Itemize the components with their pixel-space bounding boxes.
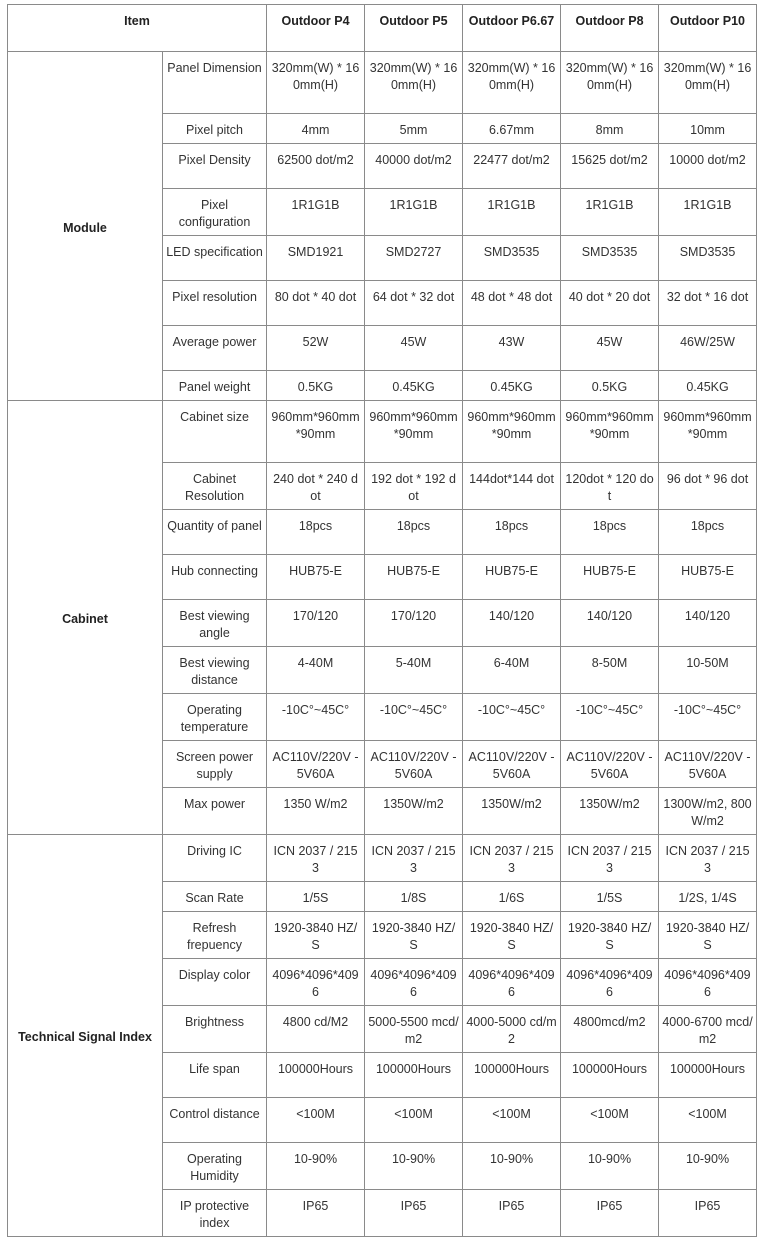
- value-cell: 4096*4096*4096: [365, 959, 463, 1006]
- value-cell: <100M: [561, 1098, 659, 1143]
- value-cell: 100000Hours: [267, 1053, 365, 1098]
- value-cell: 64 dot * 32 dot: [365, 281, 463, 326]
- value-cell: 10mm: [659, 114, 757, 144]
- value-cell: 1350W/m2: [561, 788, 659, 835]
- value-cell: 22477 dot/m2: [463, 144, 561, 189]
- value-cell: 1920-3840 HZ/S: [463, 912, 561, 959]
- value-cell: HUB75-E: [365, 555, 463, 600]
- param-label-quantity-of-panel: Quantity of panel: [163, 510, 267, 555]
- value-cell: SMD1921: [267, 236, 365, 281]
- param-label-pixel-configuration: Pixel configuration: [163, 189, 267, 236]
- value-cell: 320mm(W) * 160mm(H): [463, 52, 561, 114]
- value-cell: 15625 dot/m2: [561, 144, 659, 189]
- value-cell: 18pcs: [463, 510, 561, 555]
- value-cell: 8-50M: [561, 647, 659, 694]
- value-cell: AC110V/220V - 5V60A: [659, 741, 757, 788]
- param-label-life-span: Life span: [163, 1053, 267, 1098]
- value-cell: SMD3535: [463, 236, 561, 281]
- value-cell: 0.45KG: [463, 371, 561, 401]
- param-label-max-power: Max power: [163, 788, 267, 835]
- value-cell: 10-50M: [659, 647, 757, 694]
- param-label-hub-connecting: Hub connecting: [163, 555, 267, 600]
- param-label-panel-weight: Panel weight: [163, 371, 267, 401]
- value-cell: <100M: [659, 1098, 757, 1143]
- param-label-ip-protective-index: IP protective index: [163, 1190, 267, 1237]
- value-cell: -10C°~45C°: [561, 694, 659, 741]
- value-cell: 1R1G1B: [365, 189, 463, 236]
- value-cell: ICN 2037 / 2153: [561, 835, 659, 882]
- value-cell: 170/120: [267, 600, 365, 647]
- value-cell: ICN 2037 / 2153: [267, 835, 365, 882]
- value-cell: SMD3535: [659, 236, 757, 281]
- value-cell: 1920-3840 HZ/S: [365, 912, 463, 959]
- value-cell: 6.67mm: [463, 114, 561, 144]
- value-cell: 18pcs: [659, 510, 757, 555]
- param-label-best-viewing-angle: Best viewing angle: [163, 600, 267, 647]
- param-label-best-viewing-distance: Best viewing distance: [163, 647, 267, 694]
- value-cell: 1/8S: [365, 882, 463, 912]
- value-cell: 10-90%: [267, 1143, 365, 1190]
- value-cell: AC110V/220V - 5V60A: [463, 741, 561, 788]
- value-cell: 4000-5000 cd/m2: [463, 1006, 561, 1053]
- value-cell: 100000Hours: [463, 1053, 561, 1098]
- value-cell: 43W: [463, 326, 561, 371]
- value-cell: IP65: [561, 1190, 659, 1237]
- value-cell: 10-90%: [659, 1143, 757, 1190]
- value-cell: 52W: [267, 326, 365, 371]
- value-cell: IP65: [659, 1190, 757, 1237]
- param-label-average-power: Average power: [163, 326, 267, 371]
- value-cell: 10-90%: [561, 1143, 659, 1190]
- group-label-module: Module: [8, 52, 163, 401]
- header-outdoor-p8: Outdoor P8: [561, 5, 659, 52]
- param-label-pixel-pitch: Pixel pitch: [163, 114, 267, 144]
- value-cell: 1350W/m2: [463, 788, 561, 835]
- value-cell: 45W: [365, 326, 463, 371]
- value-cell: 140/120: [659, 600, 757, 647]
- spec-body: [8, 52, 757, 1237]
- param-label-operating-temperature: Operating temperature: [163, 694, 267, 741]
- value-cell: 5000-5500 mcd/m2: [365, 1006, 463, 1053]
- spec-table: [7, 4, 757, 1237]
- table-row: [8, 52, 757, 114]
- param-label-scan-rate: Scan Rate: [163, 882, 267, 912]
- value-cell: 1/6S: [463, 882, 561, 912]
- group-label-cabinet: Cabinet: [8, 401, 163, 835]
- value-cell: 960mm*960mm*90mm: [365, 401, 463, 463]
- value-cell: <100M: [365, 1098, 463, 1143]
- value-cell: 32 dot * 16 dot: [659, 281, 757, 326]
- value-cell: HUB75-E: [267, 555, 365, 600]
- param-label-pixel-density: Pixel Density: [163, 144, 267, 189]
- param-label-panel-dimension: Panel Dimension: [163, 52, 267, 114]
- value-cell: 1R1G1B: [561, 189, 659, 236]
- value-cell: ICN 2037 / 2153: [365, 835, 463, 882]
- value-cell: 100000Hours: [659, 1053, 757, 1098]
- value-cell: 320mm(W) * 160mm(H): [659, 52, 757, 114]
- header-outdoor-p10: Outdoor P10: [659, 5, 757, 52]
- value-cell: <100M: [267, 1098, 365, 1143]
- value-cell: AC110V/220V - 5V60A: [561, 741, 659, 788]
- value-cell: 1/5S: [267, 882, 365, 912]
- value-cell: 18pcs: [561, 510, 659, 555]
- param-label-display-color: Display color: [163, 959, 267, 1006]
- value-cell: 10000 dot/m2: [659, 144, 757, 189]
- value-cell: 5mm: [365, 114, 463, 144]
- value-cell: 1920-3840 HZ/S: [267, 912, 365, 959]
- param-label-driving-ic: Driving IC: [163, 835, 267, 882]
- value-cell: 4096*4096*4096: [659, 959, 757, 1006]
- param-label-screen-power-supply: Screen power supply: [163, 741, 267, 788]
- param-label-led-specification: LED specification: [163, 236, 267, 281]
- value-cell: 45W: [561, 326, 659, 371]
- value-cell: 1R1G1B: [267, 189, 365, 236]
- value-cell: ICN 2037 / 2153: [659, 835, 757, 882]
- value-cell: 1/5S: [561, 882, 659, 912]
- value-cell: 0.5KG: [561, 371, 659, 401]
- value-cell: 0.45KG: [365, 371, 463, 401]
- value-cell: 4096*4096*4096: [463, 959, 561, 1006]
- value-cell: 320mm(W) * 160mm(H): [365, 52, 463, 114]
- value-cell: 1/2S, 1/4S: [659, 882, 757, 912]
- value-cell: -10C°~45C°: [365, 694, 463, 741]
- value-cell: 960mm*960mm*90mm: [267, 401, 365, 463]
- value-cell: IP65: [267, 1190, 365, 1237]
- value-cell: 48 dot * 48 dot: [463, 281, 561, 326]
- value-cell: 10-90%: [463, 1143, 561, 1190]
- value-cell: IP65: [365, 1190, 463, 1237]
- value-cell: 0.5KG: [267, 371, 365, 401]
- value-cell: 6-40M: [463, 647, 561, 694]
- value-cell: AC110V/220V - 5V60A: [365, 741, 463, 788]
- value-cell: 144dot*144 dot: [463, 463, 561, 510]
- value-cell: 4mm: [267, 114, 365, 144]
- table-row: [8, 835, 757, 882]
- value-cell: 5-40M: [365, 647, 463, 694]
- value-cell: 4800mcd/m2: [561, 1006, 659, 1053]
- value-cell: 192 dot * 192 dot: [365, 463, 463, 510]
- value-cell: HUB75-E: [659, 555, 757, 600]
- header-outdoor-p5: Outdoor P5: [365, 5, 463, 52]
- value-cell: <100M: [463, 1098, 561, 1143]
- value-cell: 96 dot * 96 dot: [659, 463, 757, 510]
- value-cell: 960mm*960mm*90mm: [659, 401, 757, 463]
- value-cell: 100000Hours: [561, 1053, 659, 1098]
- value-cell: 0.45KG: [659, 371, 757, 401]
- value-cell: 80 dot * 40 dot: [267, 281, 365, 326]
- value-cell: HUB75-E: [463, 555, 561, 600]
- header-outdoor-p6-67: Outdoor P6.67: [463, 5, 561, 52]
- value-cell: -10C°~45C°: [659, 694, 757, 741]
- value-cell: 140/120: [561, 600, 659, 647]
- param-label-control-distance: Control distance: [163, 1098, 267, 1143]
- param-label-cabinet-size: Cabinet size: [163, 401, 267, 463]
- value-cell: AC110V/220V - 5V60A: [267, 741, 365, 788]
- value-cell: SMD3535: [561, 236, 659, 281]
- param-label-cabinet-resolution: Cabinet Resolution: [163, 463, 267, 510]
- param-label-refresh-frepuency: Refresh frepuency: [163, 912, 267, 959]
- header-row: [8, 5, 757, 52]
- group-label-technical-signal-index: Technical Signal Index: [8, 835, 163, 1237]
- value-cell: 960mm*960mm*90mm: [463, 401, 561, 463]
- value-cell: 1920-3840 HZ/S: [561, 912, 659, 959]
- value-cell: -10C°~45C°: [267, 694, 365, 741]
- value-cell: 18pcs: [365, 510, 463, 555]
- value-cell: 1300W/m2, 800 W/m2: [659, 788, 757, 835]
- value-cell: 960mm*960mm*90mm: [561, 401, 659, 463]
- value-cell: IP65: [463, 1190, 561, 1237]
- header-item: Item: [8, 5, 267, 52]
- value-cell: ICN 2037 / 2153: [463, 835, 561, 882]
- value-cell: 1350W/m2: [365, 788, 463, 835]
- value-cell: 120dot * 120 dot: [561, 463, 659, 510]
- value-cell: 320mm(W) * 160mm(H): [267, 52, 365, 114]
- value-cell: 100000Hours: [365, 1053, 463, 1098]
- value-cell: 46W/25W: [659, 326, 757, 371]
- header-outdoor-p4: Outdoor P4: [267, 5, 365, 52]
- param-label-pixel-resolution: Pixel resolution: [163, 281, 267, 326]
- value-cell: 40000 dot/m2: [365, 144, 463, 189]
- value-cell: 10-90%: [365, 1143, 463, 1190]
- param-label-operating-humidity: Operating Humidity: [163, 1143, 267, 1190]
- value-cell: 1350 W/m2: [267, 788, 365, 835]
- value-cell: 4800 cd/M2: [267, 1006, 365, 1053]
- table-row: [8, 401, 757, 463]
- value-cell: -10C°~45C°: [463, 694, 561, 741]
- value-cell: 240 dot * 240 dot: [267, 463, 365, 510]
- value-cell: 4096*4096*4096: [267, 959, 365, 1006]
- value-cell: 4-40M: [267, 647, 365, 694]
- value-cell: 18pcs: [267, 510, 365, 555]
- value-cell: 140/120: [463, 600, 561, 647]
- value-cell: SMD2727: [365, 236, 463, 281]
- value-cell: 320mm(W) * 160mm(H): [561, 52, 659, 114]
- value-cell: 4096*4096*4096: [561, 959, 659, 1006]
- value-cell: 1920-3840 HZ/S: [659, 912, 757, 959]
- value-cell: 4000-6700 mcd/m2: [659, 1006, 757, 1053]
- value-cell: 62500 dot/m2: [267, 144, 365, 189]
- value-cell: HUB75-E: [561, 555, 659, 600]
- value-cell: 1R1G1B: [659, 189, 757, 236]
- param-label-brightness: Brightness: [163, 1006, 267, 1053]
- value-cell: 8mm: [561, 114, 659, 144]
- value-cell: 40 dot * 20 dot: [561, 281, 659, 326]
- value-cell: 170/120: [365, 600, 463, 647]
- value-cell: 1R1G1B: [463, 189, 561, 236]
